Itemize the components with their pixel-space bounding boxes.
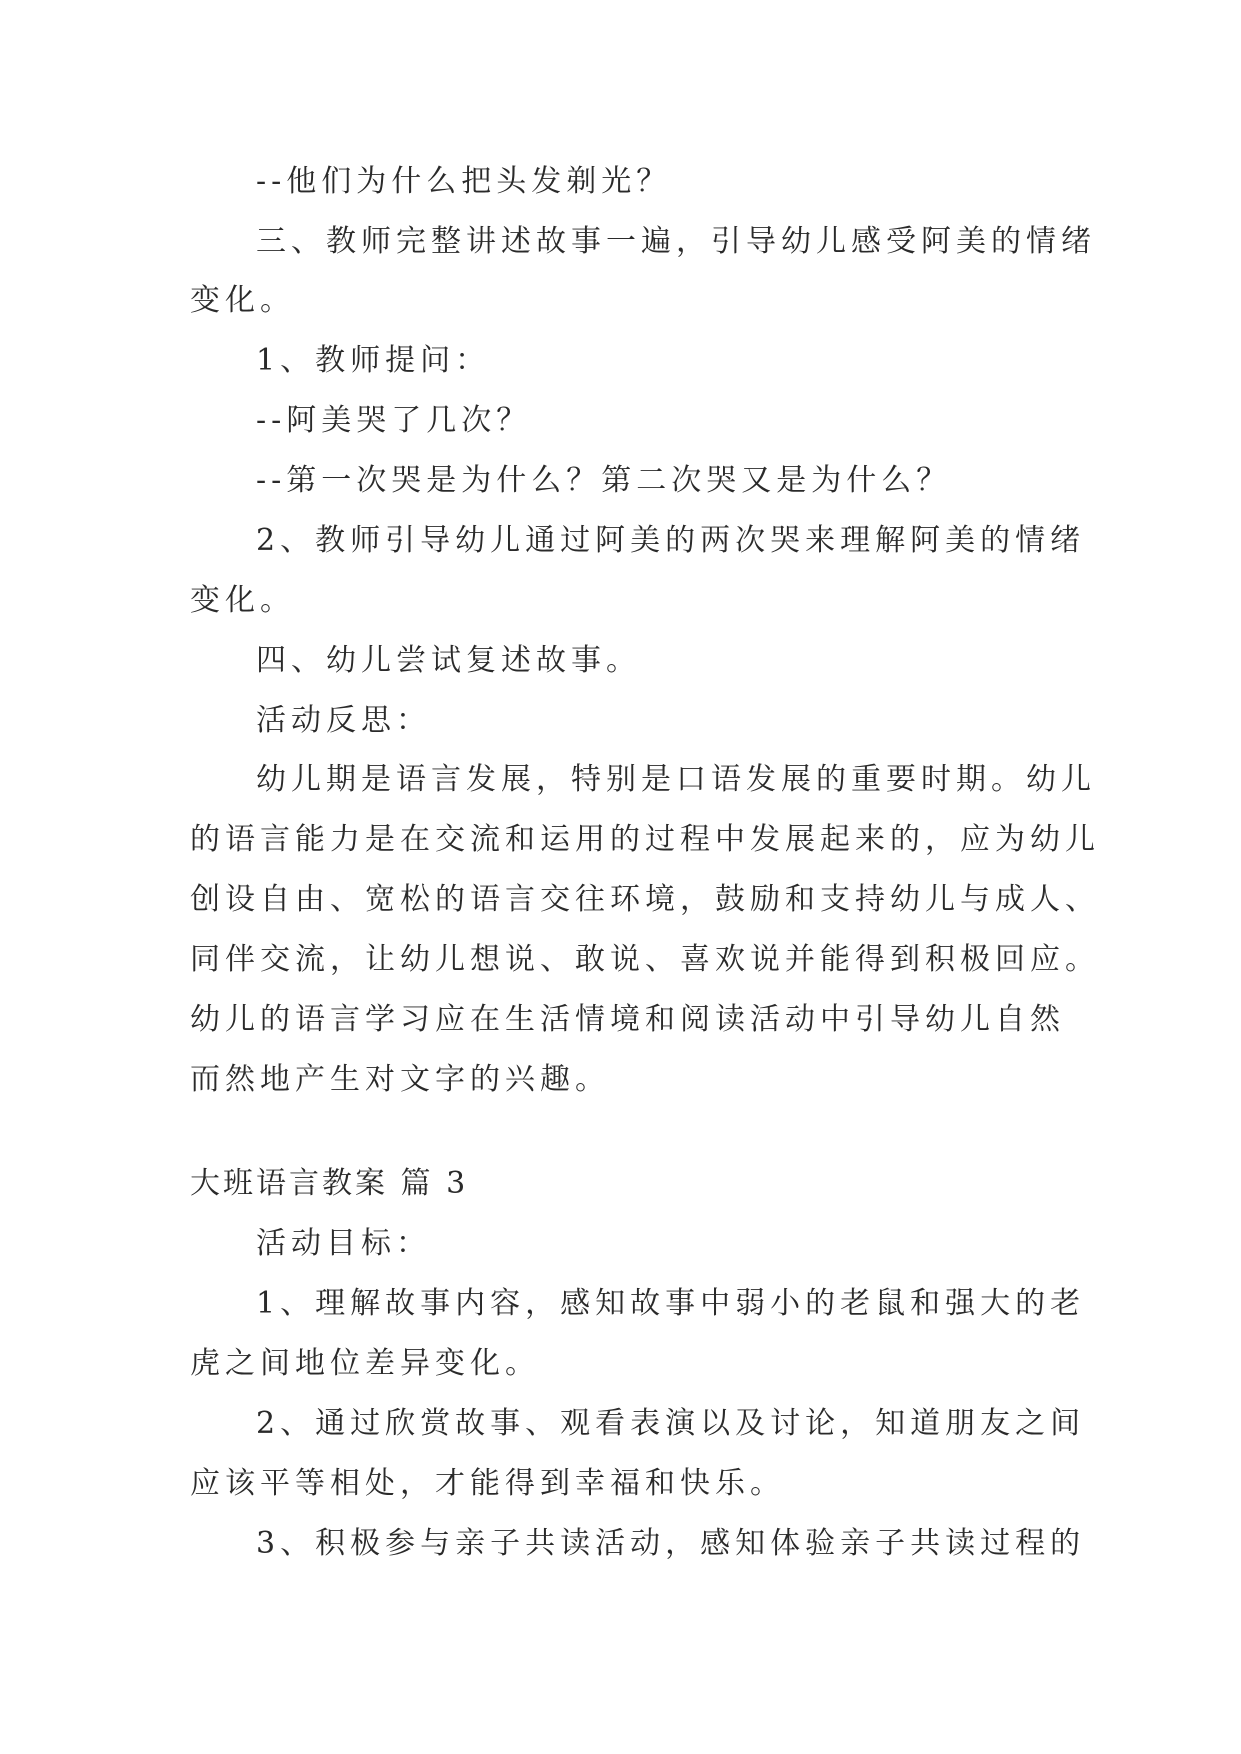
paragraph-line: 同伴交流，让幼儿想说、敢说、喜欢说并能得到积极回应。 [190,942,1100,977]
paragraph-line: 幼儿期是语言发展，特别是口语发展的重要时期。幼儿 [256,762,1096,797]
paragraph-line: 三、教师完整讲述故事一遍，引导幼儿感受阿美的情绪 [256,224,1096,259]
paragraph-line: 而然地产生对文字的兴趣。 [190,1062,610,1097]
paragraph-line: 1、教师提问： [256,343,491,378]
paragraph-line: 创设自由、宽松的语言交往环境，鼓励和支持幼儿与成人、 [190,882,1100,917]
paragraph-line: 2、通过欣赏故事、观看表演以及讨论，知道朋友之间 [256,1406,1086,1441]
section-label: 活动反思： [256,703,431,738]
paragraph-line: --第一次哭是为什么？第二次哭又是为什么？ [256,463,952,498]
paragraph-line: 2、教师引导幼儿通过阿美的两次哭来理解阿美的情绪 [256,523,1086,558]
paragraph-line: 虎之间地位差异变化。 [190,1346,540,1381]
section-heading: 大班语言教案 篇 3 [190,1166,469,1201]
paragraph-line: 的语言能力是在交流和运用的过程中发展起来的，应为幼儿 [190,822,1100,857]
section-label: 活动目标： [256,1226,431,1261]
paragraph-line: 应该平等相处，才能得到幸福和快乐。 [190,1466,785,1501]
paragraph-line: 变化。 [190,583,295,618]
paragraph-line: 四、幼儿尝试复述故事。 [256,643,641,678]
paragraph-line: 1、理解故事内容，感知故事中弱小的老鼠和强大的老 [256,1286,1086,1321]
paragraph-line: 幼儿的语言学习应在生活情境和阅读活动中引导幼儿自然 [190,1002,1065,1037]
paragraph-line: 变化。 [190,283,295,318]
paragraph-line: --他们为什么把头发剃光？ [256,164,672,199]
paragraph-line: --阿美哭了几次？ [256,403,532,438]
paragraph-line: 3、积极参与亲子共读活动，感知体验亲子共读过程的 [256,1526,1086,1561]
